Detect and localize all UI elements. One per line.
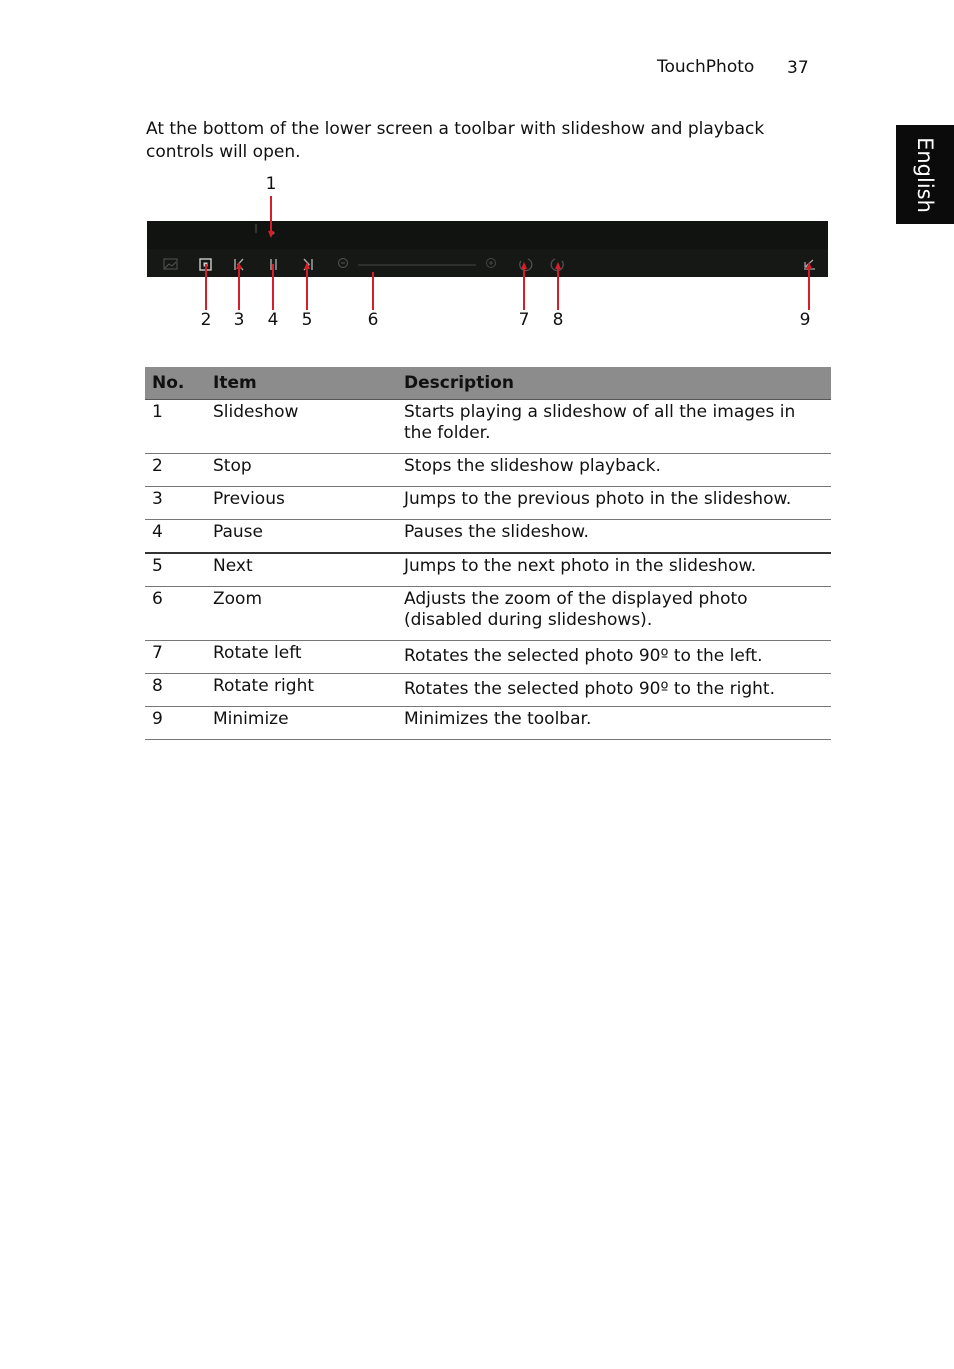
table-header-row [145, 367, 831, 400]
callout-5: 5 [301, 310, 313, 330]
cell-no: 4 [145, 520, 207, 554]
cell-description: Jumps to the next photo in the slideshow. [398, 553, 831, 587]
page-number: 37 [787, 58, 809, 78]
callout-2: 2 [200, 310, 212, 330]
toolbar-items-table [145, 367, 831, 740]
cell-description: Adjusts the zoom of the displayed photo (disabled during slideshows). [398, 587, 831, 641]
cell-item: Stop [207, 454, 398, 487]
cell-item: Minimize [207, 707, 398, 740]
table-row [145, 587, 831, 641]
cell-no: 9 [145, 707, 207, 740]
cell-description: Minimizes the toolbar. [398, 707, 831, 740]
cell-description: Stops the slideshow playback. [398, 454, 831, 487]
cell-item: Slideshow [207, 400, 398, 454]
callout-7: 7 [518, 310, 530, 330]
cell-item: Zoom [207, 587, 398, 641]
header-description: Description [398, 367, 831, 400]
header-item: Item [207, 367, 398, 400]
header-no: No. [145, 367, 207, 400]
cell-item: Rotate right [207, 674, 398, 707]
callout-9: 9 [799, 310, 811, 330]
table-row [145, 520, 831, 554]
cell-item: Rotate left [207, 641, 398, 674]
table-row [145, 641, 831, 674]
callout-1: 1 [265, 174, 277, 194]
cell-no: 7 [145, 641, 207, 674]
cell-no: 3 [145, 487, 207, 520]
cell-item: Next [207, 553, 398, 587]
cell-no: 8 [145, 674, 207, 707]
table-row [145, 400, 831, 454]
cell-item: Previous [207, 487, 398, 520]
table-row [145, 707, 831, 740]
cell-item: Pause [207, 520, 398, 554]
table-row [145, 487, 831, 520]
toolbar-screenshot [0, 0, 954, 340]
cell-description: Jumps to the previous photo in the slideshow. [398, 487, 831, 520]
cell-no: 2 [145, 454, 207, 487]
cell-no: 5 [145, 553, 207, 587]
language-tab-label: English [913, 136, 937, 213]
running-header-title: TouchPhoto [657, 57, 755, 77]
table-row [145, 674, 831, 707]
cell-no: 6 [145, 587, 207, 641]
cell-description: Starts playing a slideshow of all the images in the folder. [398, 400, 831, 454]
intro-paragraph: At the bottom of the lower screen a toolbar with slideshow and playback controls will open. [146, 119, 765, 162]
cell-description: Pauses the slideshow. [398, 520, 831, 554]
cell-description: Rotates the selected photo 90º to the left. [398, 641, 831, 674]
callout-4: 4 [267, 310, 279, 330]
callout-6: 6 [367, 310, 379, 330]
callout-3: 3 [233, 310, 245, 330]
cell-description: Rotates the selected photo 90º to the right. [398, 674, 831, 707]
table-row [145, 454, 831, 487]
cell-no: 1 [145, 400, 207, 454]
callout-8: 8 [552, 310, 564, 330]
table-row [145, 553, 831, 587]
